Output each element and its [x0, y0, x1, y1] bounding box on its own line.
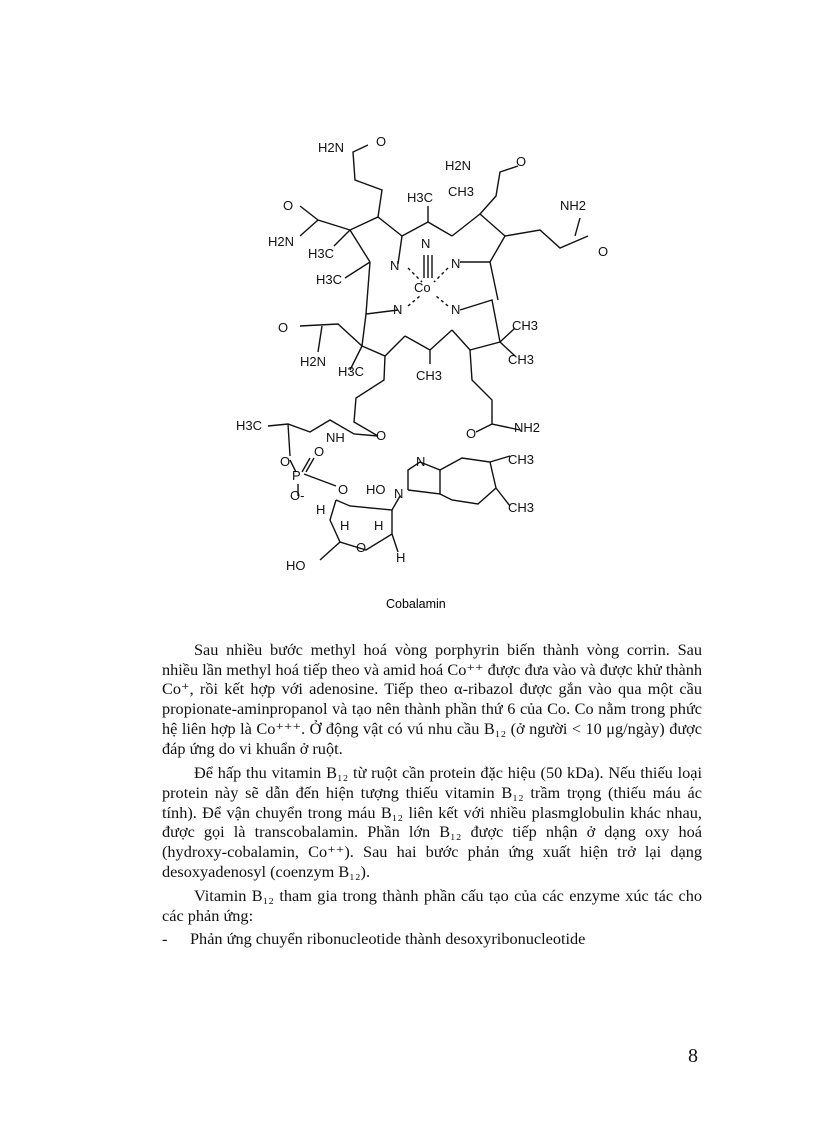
atom-o-minus: O-	[290, 488, 305, 503]
atom-h3c: H3C	[338, 364, 365, 379]
atom-o-ring: O	[356, 540, 367, 555]
atom-cobalt: Co	[414, 280, 431, 295]
body-text	[162, 640, 702, 949]
atom-o: O	[280, 454, 291, 469]
atom-n: N	[451, 256, 461, 271]
paragraph-1: Sau nhiều bước methyl hoá vòng porphyrin biến thành vòng corrin. Sau nhiều lần methyl hoá tiếp theo và amid hoá Co⁺⁺ được đưa vào và được khử thành Co⁺, rồi kết hợp với adenosine. Tiếp theo α-ribazol được gắn vào qua một cầu propionate-aminpropanol và tạo nên thành phần thứ 6 của Co. Co nằm trong phức hệ liên hợp là Co⁺⁺⁺. Ở động vật có vú nhu cầu B₁₂ (ở người < 10 μg/ngày) được đáp ứng do vi khuẩn ở ruột.	[162, 640, 702, 758]
page-number: 8	[688, 1045, 698, 1067]
atom-n: N	[416, 454, 426, 469]
atom-h2n: H2N	[300, 354, 327, 369]
atom-nh2: NH2	[514, 420, 541, 435]
atom-n: N	[390, 258, 400, 273]
molecule-bonds	[268, 145, 588, 560]
atom-ch3: CH3	[508, 452, 535, 467]
bullet-marker: -	[162, 928, 168, 948]
atom-h3c: H3C	[236, 418, 263, 433]
atom-h: H	[374, 518, 384, 533]
atom-h3c: H3C	[316, 272, 343, 287]
atom-ch3: CH3	[448, 184, 475, 199]
atom-n-cyano: N	[421, 236, 431, 251]
atom-phosphorus: P	[292, 468, 301, 483]
atom-ho: HO	[286, 558, 306, 573]
atom-o: O	[278, 320, 289, 335]
atom-o: O	[516, 154, 527, 169]
atom-o: O	[283, 198, 294, 213]
atom-nh2: NH2	[560, 198, 587, 213]
atom-h3c: H3C	[308, 246, 335, 261]
atom-n: N	[451, 302, 461, 317]
atom-h2n: H2N	[445, 158, 472, 173]
figure-caption: Cobalamin	[386, 597, 446, 611]
atom-o: O	[376, 134, 387, 149]
atom-o: O	[466, 426, 477, 441]
atom-o: O	[376, 428, 387, 443]
atom-labels	[236, 134, 608, 573]
paragraph-2: Để hấp thu vitamin B₁₂ từ ruột cần protein đặc hiệu (50 kDa). Nếu thiếu loại protein này sẽ dẫn đến hiện tượng thiếu vitamin B₁₂ trầm trọng (thiếu máu ác tính). Để vận chuyển trong máu B₁₂ liên kết với nhiều plasmglobulin khác nhau, được gọi là transcobalamin. Phần lớn B₁₂ được tiếp nhận ở dạng oxy hoá (hydroxy-cobalamin, Co⁺⁺). Sau hai bước phản ứng xuất hiện trở lại dạng desoxyadenosyl (coenzym B₁₂).	[162, 763, 702, 881]
atom-h2n: H2N	[268, 234, 295, 249]
atom-h2n-top: H2N	[318, 140, 345, 155]
list-item	[162, 929, 702, 949]
atom-n: N	[393, 302, 403, 317]
atom-ch3: CH3	[508, 500, 535, 515]
atom-ch3: CH3	[512, 318, 539, 333]
atom-h: H	[316, 502, 326, 517]
paragraph-3: Vitamin B₁₂ tham gia trong thành phần cấu tạo của các enzyme xúc tác cho các phản ứng:	[162, 886, 702, 926]
atom-nh: NH	[326, 430, 345, 445]
bullet-text: Phản ứng chuyển ribonucleotide thành desoxyribonucleotide	[190, 928, 586, 948]
atom-h3c: H3C	[407, 190, 434, 205]
atom-ho: HO	[366, 482, 386, 497]
atom-n: N	[394, 486, 404, 501]
atom-h: H	[340, 518, 350, 533]
atom-ch3: CH3	[416, 368, 443, 383]
atom-o: O	[598, 244, 609, 259]
atom-o: O	[314, 444, 325, 459]
atom-ch3: CH3	[508, 352, 535, 367]
atom-o: O	[338, 482, 349, 497]
atom-h: H	[396, 550, 406, 565]
